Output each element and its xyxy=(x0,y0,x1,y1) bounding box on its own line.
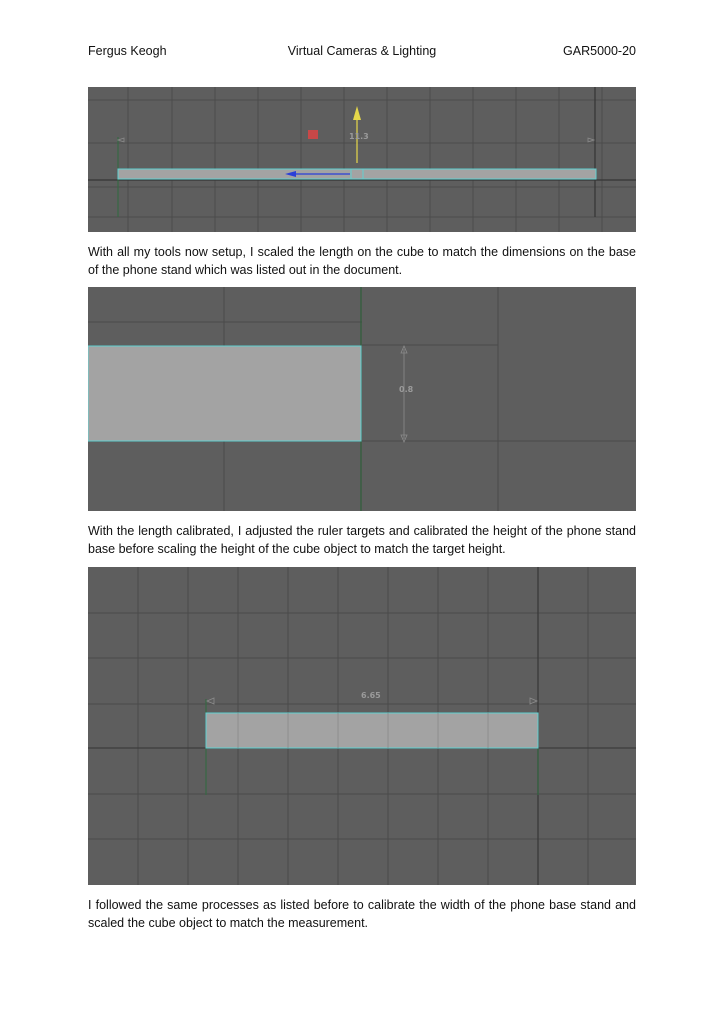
header-title: Virtual Cameras & Lighting xyxy=(287,44,437,58)
viewport-height-canvas xyxy=(88,287,636,511)
ruler-value-label: 11.3 xyxy=(349,132,369,141)
cube-object[interactable] xyxy=(88,346,361,441)
viewport-length-canvas xyxy=(88,87,636,232)
cube-object[interactable] xyxy=(118,169,596,179)
paragraph-3: I followed the same processes as listed before to calibrate the width of the phone base stand and scaled the cube object to match the measurement. xyxy=(88,898,636,930)
ruler-value-label: 6.65 xyxy=(361,691,381,700)
paragraph-2: With the length calibrated, I adjusted the ruler targets and calibrated the height of the phone stand base before scaling the height of the cube object to match the target height. xyxy=(88,524,636,556)
z-axis-handle[interactable] xyxy=(308,130,318,139)
viewport-length-measure xyxy=(88,87,636,232)
header-code: GAR5000-20 xyxy=(563,44,636,58)
viewport-width-canvas xyxy=(88,567,636,885)
viewport-height-measure xyxy=(88,287,636,511)
paragraph-1: With all my tools now setup, I scaled the length on the cube to match the dimensions on the base of the phone stand which was listed out in the document. xyxy=(88,245,636,277)
ruler-value-label: 0.8 xyxy=(399,385,414,394)
viewport-width-measure xyxy=(88,567,636,885)
header-author: Fergus Keogh xyxy=(88,44,167,58)
page-header xyxy=(88,44,636,62)
